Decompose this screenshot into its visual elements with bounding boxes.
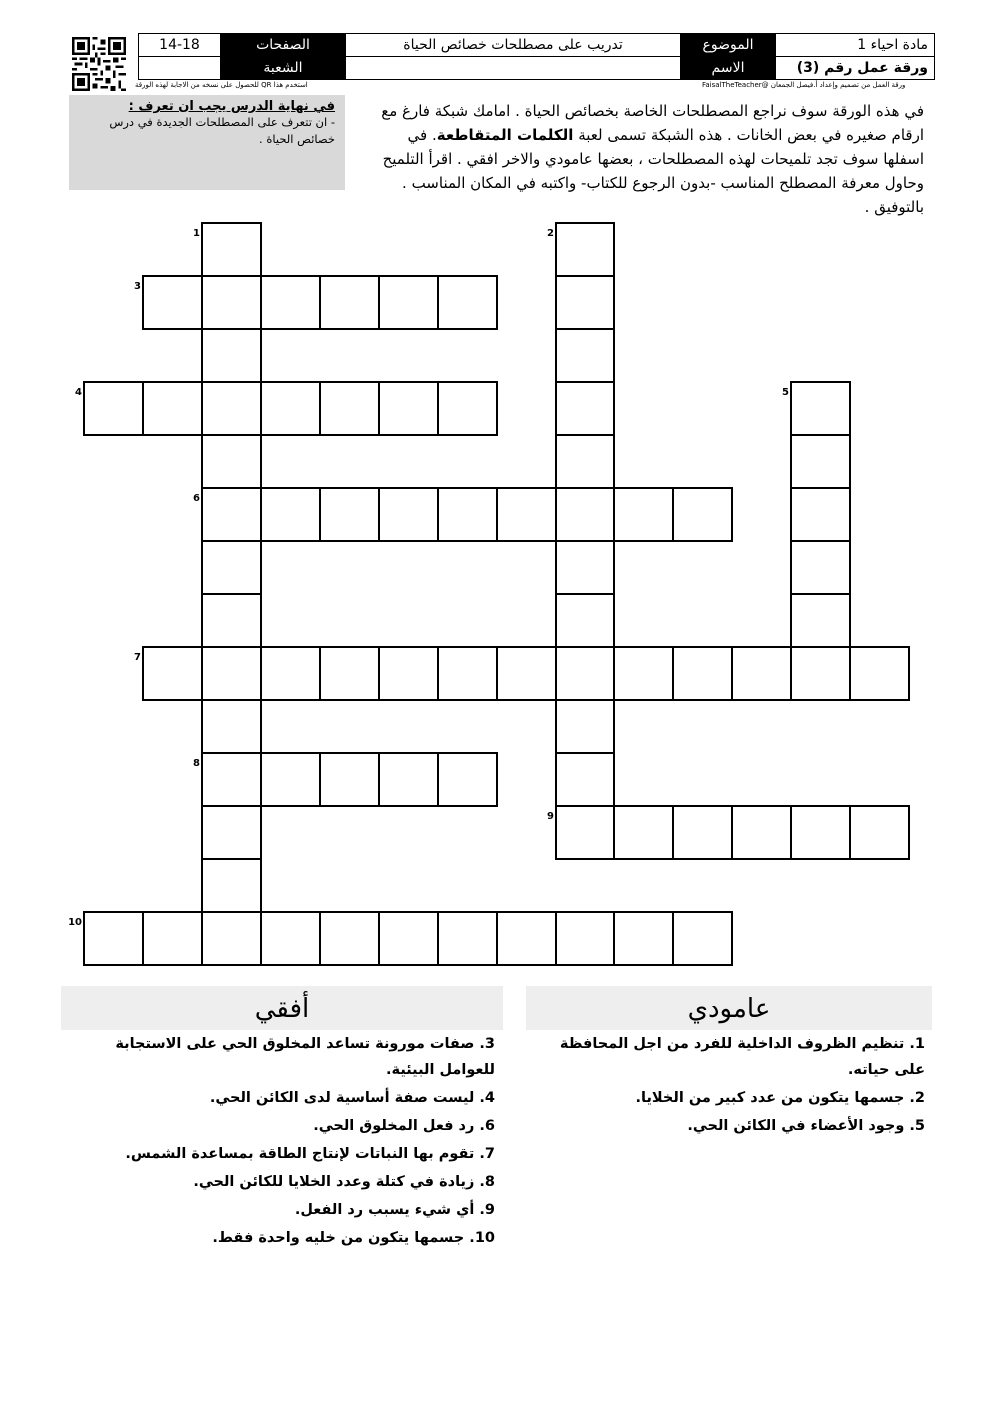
objective-text: - ان تتعرف على المصطلحات الجديدة في درس خصائص الحياة . — [109, 115, 335, 146]
crossword-cell[interactable] — [438, 488, 497, 541]
crossword-cell[interactable] — [791, 488, 850, 541]
crossword-cell[interactable] — [202, 541, 261, 594]
crossword-cell[interactable] — [202, 488, 261, 541]
crossword-cell[interactable] — [379, 912, 438, 965]
crossword-cell[interactable] — [556, 806, 614, 859]
crossword-cell[interactable] — [202, 223, 261, 276]
author-credit: ورقة العمل من تصميم وإعداد أ.فيصل الجمعان @FaisalTheTeacher — [702, 81, 906, 89]
crossword-cell[interactable] — [556, 647, 614, 700]
crossword-cell[interactable] — [850, 806, 909, 859]
down-clue: 2. جسمها يتكون من عدد كبير من الخلايا. — [635, 1090, 925, 1106]
crossword-cell[interactable] — [556, 541, 614, 594]
crossword-cell[interactable] — [202, 806, 261, 859]
crossword-cell[interactable] — [497, 912, 556, 965]
crossword-cell[interactable] — [732, 647, 791, 700]
down-heading: عامودي — [526, 986, 932, 1030]
crossword-cell[interactable] — [379, 647, 438, 700]
crossword-cell[interactable] — [379, 753, 438, 806]
pages-label: الصفحات — [221, 34, 346, 57]
objective-title: في نهاية الدرس يجب ان تعرف : — [128, 99, 335, 114]
crossword-cell[interactable] — [143, 647, 202, 700]
down-clues — [535, 1031, 925, 1141]
crossword-cell[interactable] — [143, 276, 202, 329]
crossword-cell[interactable] — [614, 806, 673, 859]
crossword-cell[interactable] — [202, 594, 261, 647]
section-label: الشعبة — [221, 57, 346, 80]
crossword-cell[interactable] — [202, 912, 261, 965]
across-heading: أفقي — [61, 986, 503, 1030]
crossword-cell[interactable] — [202, 329, 261, 382]
clue-number: 10 — [68, 917, 82, 928]
crossword-cell[interactable] — [438, 276, 497, 329]
crossword-cell[interactable] — [320, 647, 379, 700]
topic-value: تدريب على مصطلحات خصائص الحياة — [346, 34, 681, 57]
qr-note: استخدم هذا QR للحصول على نسخه من الاجابة لهذه الورقة — [135, 81, 308, 89]
across-clue: 8. زيادة في كتلة وعدد الخلايا للكائن الحي. — [193, 1174, 495, 1190]
clue-number: 8 — [193, 758, 200, 769]
crossword-cell[interactable] — [556, 753, 614, 806]
crossword-cell[interactable] — [379, 382, 438, 435]
crossword-cell[interactable] — [614, 488, 673, 541]
down-clue: 1. تنظيم الظروف الداخلية للفرد من اجل المحافظة على حياته. — [559, 1036, 925, 1078]
crossword-cell[interactable] — [202, 276, 261, 329]
crossword-cell[interactable] — [556, 223, 614, 276]
crossword-cell[interactable] — [320, 382, 379, 435]
crossword-cell[interactable] — [202, 859, 261, 912]
clue-number: 6 — [193, 493, 200, 504]
crossword-cell[interactable] — [143, 382, 202, 435]
crossword-cell[interactable] — [84, 382, 143, 435]
crossword-cell[interactable] — [261, 912, 320, 965]
crossword-cell[interactable] — [379, 488, 438, 541]
topic-label: الموضوع — [681, 34, 776, 57]
crossword-cell[interactable] — [438, 912, 497, 965]
clue-number: 3 — [134, 281, 141, 292]
name-label: الاسم — [681, 57, 776, 80]
down-clue: 5. وجود الأعضاء في الكائن الحي. — [687, 1118, 925, 1134]
crossword-cell[interactable] — [261, 753, 320, 806]
pages-value: 14-18 — [139, 34, 221, 57]
clue-number: 1 — [193, 228, 200, 239]
crossword-cell[interactable] — [202, 647, 261, 700]
across-clue: 4. ليست صفة أساسية لدى الكائن الحي. — [209, 1090, 495, 1106]
crossword-cell[interactable] — [791, 806, 850, 859]
crossword-cell[interactable] — [438, 753, 497, 806]
clue-number: 7 — [134, 652, 141, 663]
crossword-cell[interactable] — [320, 488, 379, 541]
clue-number: 2 — [547, 228, 554, 239]
crossword-cell[interactable] — [143, 912, 202, 965]
crossword-cell[interactable] — [791, 382, 850, 435]
crossword-cell[interactable] — [850, 647, 909, 700]
crossword-cell[interactable] — [673, 912, 732, 965]
across-clues — [75, 1031, 495, 1253]
crossword-cell[interactable] — [261, 647, 320, 700]
crossword-cell[interactable] — [556, 276, 614, 329]
crossword-cell[interactable] — [261, 276, 320, 329]
crossword-cell[interactable] — [673, 488, 732, 541]
clue-number: 9 — [547, 811, 554, 822]
crossword-cell[interactable] — [202, 753, 261, 806]
intro-highlight: الكلمات المتقاطعة — [436, 126, 574, 144]
crossword-cell[interactable] — [497, 647, 556, 700]
crossword-cell[interactable] — [791, 594, 850, 647]
crossword-cell[interactable] — [732, 806, 791, 859]
crossword-cell[interactable] — [556, 700, 614, 753]
crossword-cell[interactable] — [438, 647, 497, 700]
crossword-cell[interactable] — [438, 382, 497, 435]
crossword-cell[interactable] — [556, 594, 614, 647]
crossword-cell[interactable] — [556, 488, 614, 541]
crossword-cell[interactable] — [320, 912, 379, 965]
crossword-cell[interactable] — [614, 912, 673, 965]
across-clue: 6. رد فعل المخلوق الحي. — [313, 1118, 495, 1134]
crossword-cell[interactable] — [84, 912, 143, 965]
crossword-cell[interactable] — [673, 647, 732, 700]
clue-number: 4 — [75, 387, 82, 398]
crossword-cell[interactable] — [556, 382, 614, 435]
crossword-cell[interactable] — [556, 912, 614, 965]
crossword-cell[interactable] — [556, 435, 614, 488]
crossword-cell[interactable] — [320, 753, 379, 806]
across-clue: 3. صفات مورونة تساعد المخلوق الحي على الاستجابة للعوامل البيئية. — [115, 1036, 495, 1078]
crossword-cell[interactable] — [497, 488, 556, 541]
clue-number: 5 — [782, 387, 789, 398]
across-clue: 10. جسمها يتكون من خليه واحدة فقط. — [212, 1230, 495, 1246]
crossword-cell[interactable] — [556, 329, 614, 382]
subject: مادة احياء 1 — [776, 34, 935, 57]
crossword-cell[interactable] — [791, 647, 850, 700]
crossword-cell[interactable] — [202, 700, 261, 753]
intro-part1: في هذه الورقة سوف نراجع المصطلحات الخاصة بخصائص الحياة . امامك شبكة فارغ مع ارقام صغيره في بعض الخانات . هذه الشبكة تسمى لعبة — [381, 102, 924, 144]
across-clue: 9. أي شيء يسبب رد الفعل. — [294, 1202, 495, 1218]
crossword-cell[interactable] — [673, 806, 732, 859]
crossword-cell[interactable] — [379, 276, 438, 329]
across-clue: 7. تقوم بها النباتات لإنتاج الطاقة بمساعدة الشمس. — [125, 1146, 495, 1162]
crossword-cell[interactable] — [614, 647, 673, 700]
crossword-cell[interactable] — [261, 488, 320, 541]
crossword-cell[interactable] — [202, 382, 261, 435]
worksheet-number: ورقة عمل رقم (3) — [776, 57, 935, 80]
crossword-cell[interactable] — [261, 382, 320, 435]
crossword-cell[interactable] — [791, 435, 850, 488]
crossword-cell[interactable] — [202, 435, 261, 488]
crossword-cell[interactable] — [320, 276, 379, 329]
crossword-cell[interactable] — [791, 541, 850, 594]
intro-part2: . في اسفلها سوف تجد تلميحات لهذه المصطلحات ، بعضها عامودي والاخر افقي . اقرأ التلميح وحاول معرفة المصطلح المناسب -بدون الرجوع للكتاب- واكتبه في المكان المناسب . بالتوفيق . — [382, 126, 924, 216]
